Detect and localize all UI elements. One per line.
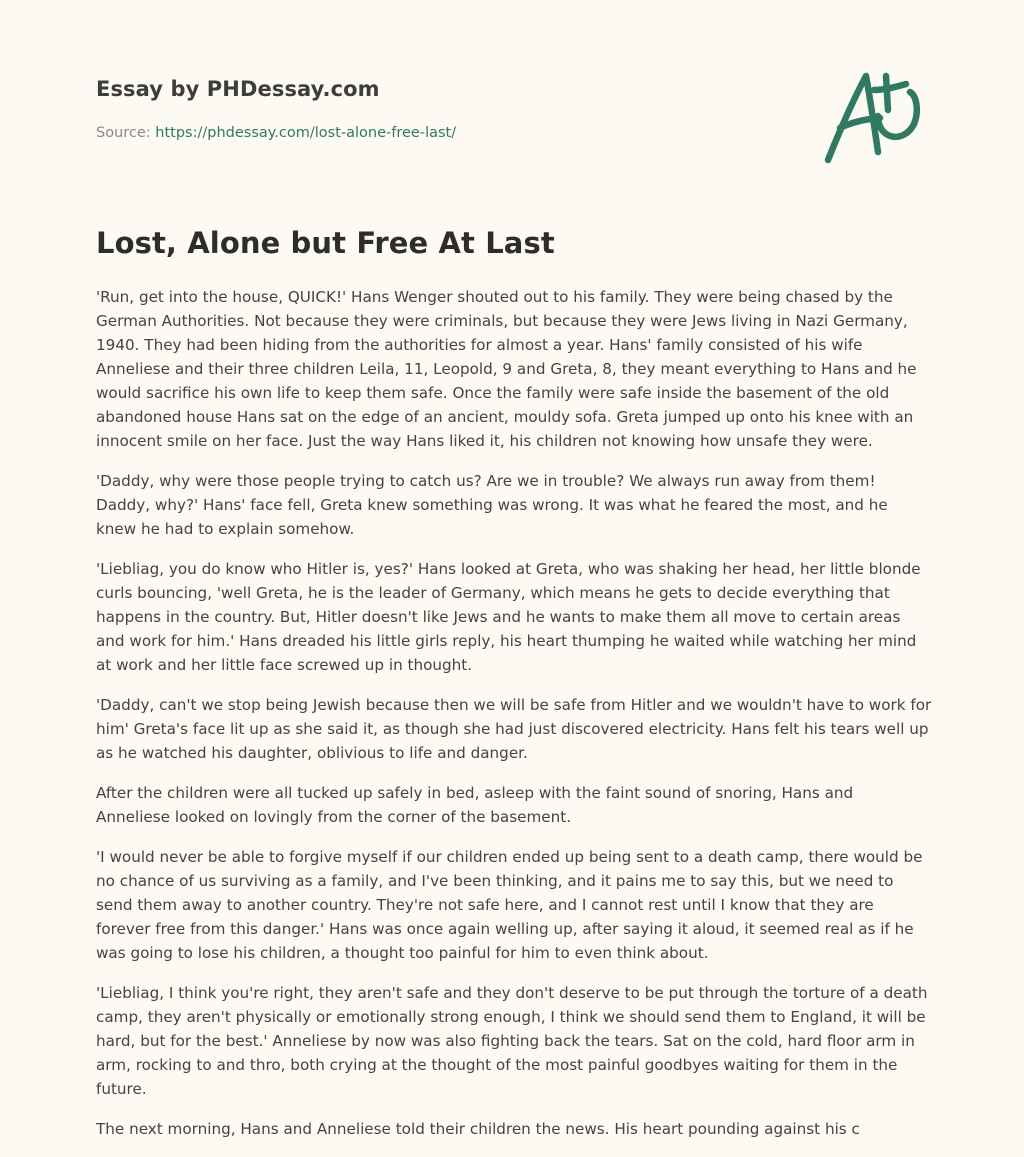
- site-title: Essay by PHDessay.com: [96, 77, 380, 101]
- essay-paragraph: 'Liebliag, I think you're right, they aren't safe and they don't deserve to be put through the torture of a death camp, they aren't physically or emotionally strong enough, I think we should send them to England, it will be hard, but for the best.' Anneliese by now was also fighting back the tears. Sat on the cold, hard floor arm in arm, rocking to and thro, both crying at the thought of the most painful goodbyes waiting for them in the future.: [96, 984, 928, 1098]
- source-link[interactable]: https://phdessay.com/lost-alone-free-last/: [155, 125, 457, 141]
- essay-paragraph: 'Liebliag, you do know who Hitler is, yes?' Hans looked at Greta, who was shaking her head, her little blonde curls bouncing, 'well Greta, he is the leader of Germany, which means he gets to decide everything that happens in the country. But, Hitler doesn't like Jews and he wants to make them all move to certain areas and work for him.' Hans dreaded his little girls reply, his heart thumping he waited while watching her mind at work and her little face screwed up in thought.: [96, 560, 921, 674]
- essay-paragraph: After the children were all tucked up safely in bed, asleep with the faint sound of snoring, Hans and Anneliese looked on lovingly from the corner of the basement.: [96, 784, 854, 826]
- essay-paragraph: 'I would never be able to forgive myself if our children ended up being sent to a death camp, there would be no chance of us surviving as a family, and I've been thinking, and it pains me to say this, but we need to send them away to another country. They're not safe here, and I cannot rest until I know that they are forever free from this danger.' Hans was once again welling up, after saying it aloud, it seemed real as if he was going to lose his children, a thought too painful for him to even think about.: [96, 848, 923, 962]
- essay-paragraph: The next morning, Hans and Anneliese told their children the news. His heart pounding against his c: [96, 1120, 860, 1138]
- source-label: Source:: [96, 125, 156, 141]
- a-plus-logo-icon: [818, 64, 930, 168]
- essay-paragraph: 'Run, get into the house, QUICK!' Hans Wenger shouted out to his family. They were being chased by the German Authorities. Not because they were criminals, but because they were Jews living in Nazi Germany, 1940. They had been hiding from the authorities for almost a year. Hans' family consisted of his wife Anneliese and their three children Leila, 11, Leopold, 9 and Greta, 8, they meant everything to Hans and he would sacrifice his own life to keep them safe. Once the family were safe inside the basement of the old abandoned house Hans sat on the edge of an ancient, mouldy sofa. Greta jumped up onto his knee with an innocent smile on her face. Just the way Hans liked it, his children not knowing how unsafe they were.: [96, 288, 917, 450]
- essay-body: [96, 285, 932, 1157]
- essay-paragraph: 'Daddy, can't we stop being Jewish because then we will be safe from Hitler and we wouldn't have to work for him' Greta's face lit up as she said it, as though she had just discovered electricity. Hans felt his tears well up as he watched his daughter, oblivious to life and danger.: [96, 696, 932, 762]
- essay-paragraph: 'Daddy, why were those people trying to catch us? Are we in trouble? We always run away from them! Daddy, why?' Hans' face fell, Greta knew something was wrong. It was what he feared the most, and he knew he had to explain somehow.: [96, 472, 888, 538]
- essay-title: Lost, Alone but Free At Last: [96, 226, 555, 260]
- source-line: [96, 125, 456, 141]
